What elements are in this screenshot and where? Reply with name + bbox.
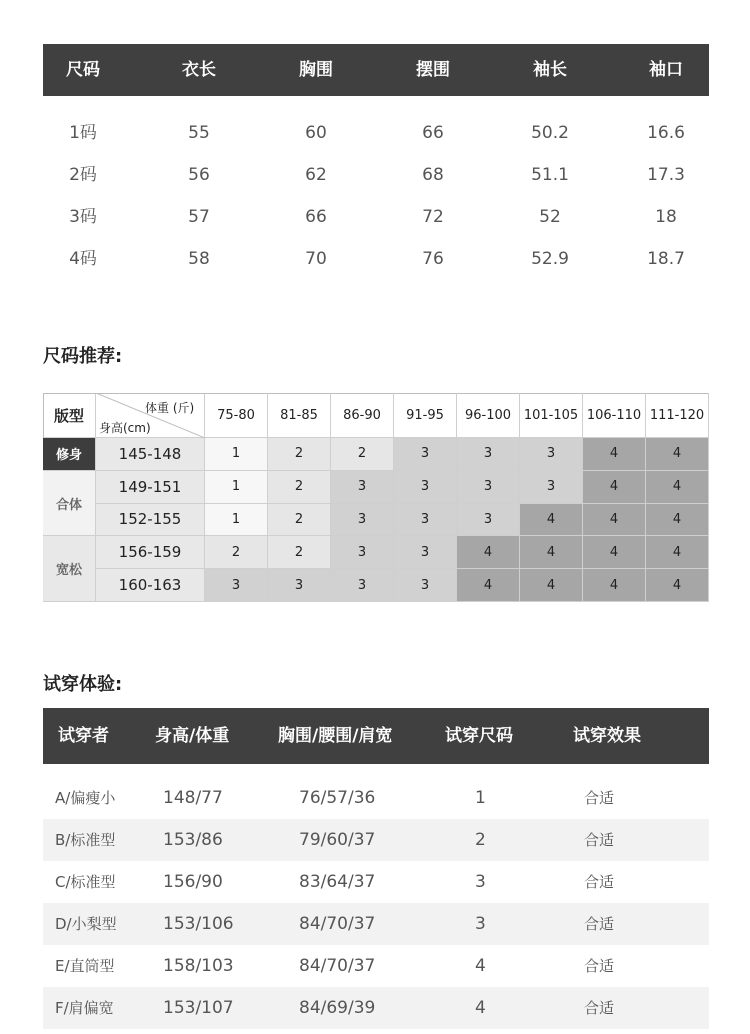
weight-range-header: 96-100 — [457, 393, 520, 438]
size-cell: 3 — [394, 438, 457, 471]
cell-chest: 60 — [305, 123, 327, 143]
fit-label: 合体 — [43, 471, 96, 537]
size-cell: 3 — [520, 438, 583, 471]
cell-bust-waist-shoulder: 79/60/37 — [299, 830, 376, 850]
cell-hem: 72 — [422, 207, 444, 227]
col-header-chest: 胸围 — [299, 60, 333, 80]
size-cell: 1 — [205, 504, 268, 537]
cell-try-size: 1 — [475, 788, 486, 808]
cell-tester: E/直筒型 — [55, 957, 115, 975]
try-on-table-header — [43, 708, 709, 764]
table-row — [43, 112, 709, 154]
cell-try-size: 4 — [475, 998, 486, 1018]
cell-sleeve-length: 51.1 — [531, 165, 569, 185]
weight-range-header: 91-95 — [394, 393, 457, 438]
weight-range-header: 75-80 — [205, 393, 268, 438]
fit-label: 修身 — [43, 438, 96, 471]
table-row — [43, 777, 709, 819]
size-cell: 3 — [205, 569, 268, 602]
weight-range-header: 81-85 — [268, 393, 331, 438]
measurement-table-header — [43, 44, 709, 96]
cell-bust-waist-shoulder: 84/70/37 — [299, 914, 376, 934]
size-cell: 4 — [583, 569, 646, 602]
cell-hem: 76 — [422, 249, 444, 269]
cell-try-result: 合适 — [584, 831, 615, 849]
size-cell: 4 — [520, 504, 583, 537]
cell-bust-waist-shoulder: 76/57/36 — [299, 788, 376, 808]
size-cell: 4 — [583, 536, 646, 569]
col-header-height-weight: 身高/体重 — [155, 726, 230, 746]
cell-bust-waist-shoulder: 83/64/37 — [299, 872, 376, 892]
cell-try-result: 合适 — [584, 873, 615, 891]
table-row — [43, 238, 709, 280]
cell-height-weight: 156/90 — [163, 872, 223, 892]
cell-try-size: 4 — [475, 956, 486, 976]
cell-chest: 66 — [305, 207, 327, 227]
cell-sleeve-length: 50.2 — [531, 123, 569, 143]
size-cell: 4 — [646, 569, 709, 602]
table-row — [43, 903, 709, 945]
cell-tester: B/标准型 — [55, 831, 116, 849]
try-on-title: 试穿体验: — [43, 674, 123, 695]
size-cell: 3 — [457, 504, 520, 537]
size-cell: 4 — [520, 569, 583, 602]
size-cell: 4 — [646, 536, 709, 569]
height-range-label: 156-159 — [96, 536, 205, 569]
cell-try-size: 3 — [475, 872, 486, 892]
cell-cuff: 18 — [655, 207, 677, 227]
cell-length: 58 — [188, 249, 210, 269]
cell-height-weight: 153/107 — [163, 998, 234, 1018]
weight-range-header: 106-110 — [583, 393, 646, 438]
cell-length: 55 — [188, 123, 210, 143]
cell-cuff: 18.7 — [647, 249, 685, 269]
height-axis-label: 身高(cm) — [99, 421, 151, 435]
cell-height-weight: 153/86 — [163, 830, 223, 850]
table-row — [43, 819, 709, 861]
cell-hem: 68 — [422, 165, 444, 185]
cell-hem: 66 — [422, 123, 444, 143]
cell-try-size: 2 — [475, 830, 486, 850]
col-header-cuff: 袖口 — [649, 60, 683, 80]
size-cell: 4 — [646, 471, 709, 504]
cell-try-result: 合适 — [584, 999, 615, 1017]
size-cell: 3 — [394, 569, 457, 602]
size-cell: 4 — [646, 438, 709, 471]
size-cell: 3 — [457, 438, 520, 471]
col-header-length: 衣长 — [182, 60, 216, 80]
size-recommendation-grid — [43, 393, 709, 602]
size-cell: 1 — [205, 471, 268, 504]
cell-size: 1码 — [69, 123, 97, 143]
col-header-try-result: 试穿效果 — [573, 726, 641, 746]
cell-cuff: 17.3 — [647, 165, 685, 185]
size-cell: 4 — [583, 504, 646, 537]
cell-try-result: 合适 — [584, 957, 615, 975]
col-header-hem: 摆围 — [416, 60, 450, 80]
size-cell: 3 — [268, 569, 331, 602]
size-cell: 2 — [205, 536, 268, 569]
table-row — [43, 861, 709, 903]
size-cell: 2 — [268, 504, 331, 537]
table-row — [43, 196, 709, 238]
size-cell: 4 — [457, 569, 520, 602]
size-cell: 4 — [583, 471, 646, 504]
size-recommendation-title: 尺码推荐: — [43, 346, 123, 367]
cell-height-weight: 148/77 — [163, 788, 223, 808]
size-cell: 3 — [394, 471, 457, 504]
cell-tester: F/肩偏宽 — [55, 999, 114, 1017]
col-header-bust-waist-shoulder: 胸围/腰围/肩宽 — [278, 726, 393, 746]
height-range-label: 149-151 — [96, 471, 205, 504]
weight-axis-label: 体重 (斤) — [145, 401, 195, 415]
weight-range-header: 86-90 — [331, 393, 394, 438]
cell-try-result: 合适 — [584, 915, 615, 933]
size-cell: 2 — [331, 438, 394, 471]
height-range-label: 145-148 — [96, 438, 205, 471]
col-header-try-size: 试穿尺码 — [445, 726, 513, 746]
fit-label: 宽松 — [43, 536, 96, 602]
cell-tester: A/偏瘦小 — [55, 789, 116, 807]
cell-height-weight: 158/103 — [163, 956, 234, 976]
cell-try-result: 合适 — [584, 789, 615, 807]
size-cell: 4 — [646, 504, 709, 537]
cell-cuff: 16.6 — [647, 123, 685, 143]
size-cell: 3 — [331, 504, 394, 537]
cell-height-weight: 153/106 — [163, 914, 234, 934]
cell-tester: D/小梨型 — [55, 915, 117, 933]
height-range-label: 152-155 — [96, 504, 205, 537]
cell-size: 4码 — [69, 249, 97, 269]
fit-column-header: 版型 — [43, 393, 96, 438]
cell-size: 3码 — [69, 207, 97, 227]
cell-try-size: 3 — [475, 914, 486, 934]
cell-size: 2码 — [69, 165, 97, 185]
size-cell: 4 — [457, 536, 520, 569]
size-cell: 2 — [268, 438, 331, 471]
col-header-size: 尺码 — [66, 60, 100, 80]
cell-tester: C/标准型 — [55, 873, 116, 891]
table-row — [43, 945, 709, 987]
cell-length: 57 — [188, 207, 210, 227]
size-cell: 2 — [268, 536, 331, 569]
cell-length: 56 — [188, 165, 210, 185]
size-cell: 3 — [331, 569, 394, 602]
size-cell: 3 — [457, 471, 520, 504]
table-row — [43, 154, 709, 196]
cell-chest: 70 — [305, 249, 327, 269]
size-cell: 1 — [205, 438, 268, 471]
cell-sleeve-length: 52 — [539, 207, 561, 227]
size-cell: 2 — [268, 471, 331, 504]
size-cell: 3 — [331, 536, 394, 569]
cell-bust-waist-shoulder: 84/70/37 — [299, 956, 376, 976]
cell-sleeve-length: 52.9 — [531, 249, 569, 269]
size-cell: 3 — [331, 471, 394, 504]
col-header-tester: 试穿者 — [58, 726, 109, 746]
size-cell: 3 — [394, 504, 457, 537]
weight-range-header: 101-105 — [520, 393, 583, 438]
cell-bust-waist-shoulder: 84/69/39 — [299, 998, 376, 1018]
size-cell: 3 — [520, 471, 583, 504]
height-range-label: 160-163 — [96, 569, 205, 602]
cell-chest: 62 — [305, 165, 327, 185]
size-cell: 3 — [394, 536, 457, 569]
weight-range-header: 111-120 — [646, 393, 709, 438]
table-row — [43, 987, 709, 1029]
col-header-sleeve-length: 袖长 — [533, 60, 567, 80]
size-cell: 4 — [520, 536, 583, 569]
size-cell: 4 — [583, 438, 646, 471]
